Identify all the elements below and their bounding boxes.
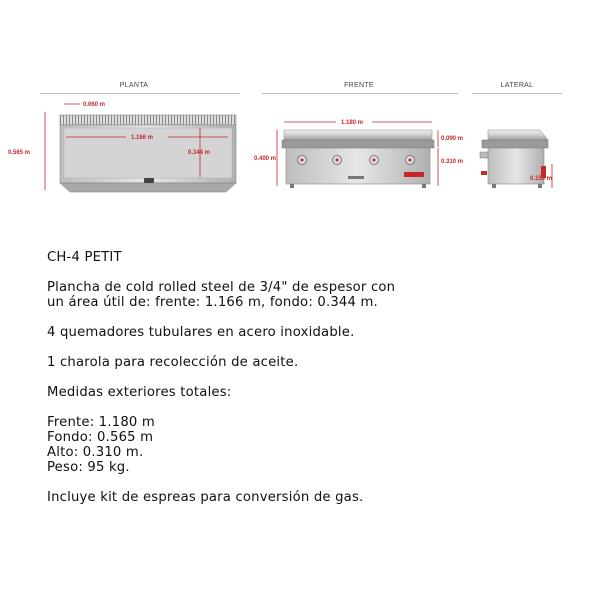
lateral-valve-icon [481, 171, 487, 175]
brand-logo-icon [404, 172, 424, 177]
product-description [47, 250, 567, 505]
frente-view [254, 120, 463, 188]
view-title-frente: FRENTE [344, 82, 374, 89]
dim-lateral-leg: 0.150 m [530, 176, 553, 182]
technical-drawings [0, 0, 600, 230]
dim-frente-body: 0.310 m [441, 159, 464, 165]
dim-frente-height: 0.400 m [254, 156, 277, 162]
measures-title: Medidas exteriores totales: [47, 385, 232, 400]
planta-back-grill [60, 115, 236, 125]
lateral-back-guard [488, 130, 548, 140]
frente-leg-left [290, 184, 294, 188]
desc-line-2: un área útil de: frente: 1.166 m, fondo: 0.344 m. [47, 295, 378, 310]
dim-frente-width: 1.180 m [341, 120, 364, 126]
drawings-svg [0, 0, 600, 230]
tray-text: 1 charola para recolección de aceite. [47, 355, 299, 370]
planta-view [8, 102, 236, 192]
kit-text: Incluye kit de espreas para conversión de gas. [47, 490, 364, 505]
knob-indicator-icon [301, 159, 304, 162]
measure-alto: Alto: 0.310 m. [47, 445, 144, 460]
frente-top-rail [284, 130, 432, 140]
knob-indicator-icon [409, 159, 412, 162]
dim-planta-depth: 0.565 m [8, 150, 31, 156]
knob-indicator-icon [336, 159, 339, 162]
frente-tray-slot [348, 176, 364, 179]
dim-planta-inner: 0.344 m [188, 150, 211, 156]
desc-line-1: Plancha de cold rolled steel de 3/4" de espesor con [47, 280, 396, 295]
measure-peso: Peso: 95 kg. [47, 460, 130, 475]
measure-frente: Frente: 1.180 m [47, 415, 155, 430]
lateral-knob [480, 152, 488, 158]
planta-front-lip [60, 183, 236, 192]
lateral-plate [482, 140, 548, 148]
burners-text: 4 quemadores tubulares en acero inoxidable. [47, 325, 355, 340]
lateral-leg-right [538, 184, 542, 188]
dim-planta-edge: 0.060 m [83, 102, 106, 108]
view-title-planta: PLANTA [119, 82, 149, 89]
frente-leg-right [422, 184, 426, 188]
measure-fondo: Fondo: 0.565 m [47, 430, 154, 445]
lateral-view [480, 130, 552, 188]
dim-planta-width: 1.166 m [131, 135, 154, 141]
frente-plate-edge [282, 140, 434, 148]
knob-indicator-icon [373, 159, 376, 162]
product-name: CH-4 PETIT [47, 250, 122, 265]
lateral-leg-left [492, 184, 496, 188]
planta-tray-handle [144, 178, 154, 183]
view-title-lateral: LATERAL [500, 82, 534, 89]
dim-frente-top: 0.090 m [441, 136, 464, 142]
